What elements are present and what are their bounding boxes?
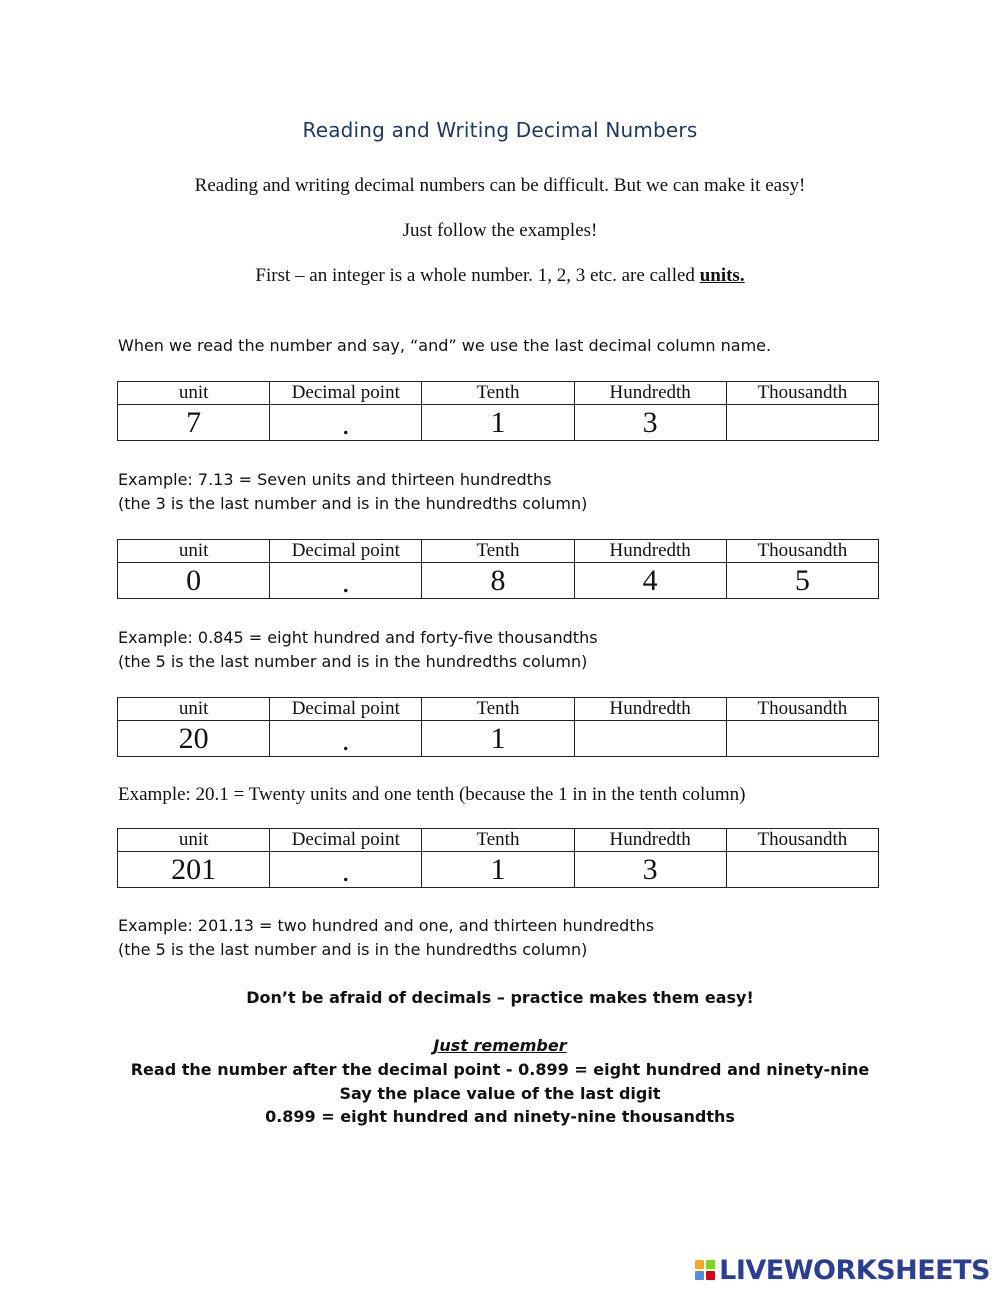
rule-2: Say the place value of the last digit: [339, 1084, 661, 1103]
header-tenth: Tenth: [422, 829, 574, 852]
header-hundredth: Hundredth: [574, 698, 726, 721]
place-value-table-4: [117, 828, 879, 888]
cell-unit: 0: [118, 563, 270, 599]
logo-square: [706, 1260, 715, 1269]
cell-thousandth: [726, 721, 878, 757]
cell-decimal-point: .: [270, 852, 422, 888]
cell-unit: 7: [118, 405, 270, 441]
intro-line-3-text: First – an integer is a whole number. 1, 2, 3 etc. are called: [255, 265, 700, 286]
header-hundredth: Hundredth: [574, 540, 726, 563]
cell-tenth: 8: [422, 563, 574, 599]
example-1-text: Example: 7.13 = Seven units and thirteen hundredths: [118, 470, 552, 489]
header-thousandth: Thousandth: [726, 382, 878, 405]
header-tenth: Tenth: [422, 382, 574, 405]
cell-thousandth: 5: [726, 563, 878, 599]
header-unit: unit: [118, 540, 270, 563]
logo-square: [706, 1271, 715, 1280]
intro-line-3: [0, 265, 1000, 287]
intro-line-1: Reading and writing decimal numbers can be difficult. But we can make it easy!: [194, 175, 806, 196]
cell-tenth: 1: [422, 405, 574, 441]
cell-unit: 201: [118, 852, 270, 888]
header-hundredth: Hundredth: [574, 829, 726, 852]
header-unit: unit: [118, 382, 270, 405]
rule-1: Read the number after the decimal point - 0.899 = eight hundred and ninety-nine: [130, 1060, 870, 1079]
header-decimal-point: Decimal point: [270, 382, 422, 405]
place-value-table-1: [117, 381, 879, 441]
header-decimal-point: Decimal point: [270, 540, 422, 563]
example-4-text: Example: 201.13 = two hundred and one, and thirteen hundredths: [118, 916, 655, 935]
header-decimal-point: Decimal point: [270, 698, 422, 721]
logo-squares-icon: [695, 1260, 715, 1280]
cell-decimal-point: .: [270, 563, 422, 599]
header-thousandth: Thousandth: [726, 540, 878, 563]
liveworksheets-logo: [695, 1253, 990, 1287]
header-unit: unit: [118, 829, 270, 852]
cell-thousandth: [726, 852, 878, 888]
example-2-note: (the 5 is the last number and is in the hundredths column): [118, 652, 588, 671]
place-value-table-2: [117, 539, 879, 599]
example-2-text: Example: 0.845 = eight hundred and forty-five thousandths: [118, 628, 598, 647]
cell-tenth: 1: [422, 721, 574, 757]
units-term: units.: [699, 265, 745, 286]
place-value-table-3: [117, 697, 879, 757]
cell-hundredth: 4: [574, 563, 726, 599]
logo-square: [695, 1260, 704, 1269]
cell-decimal-point: .: [270, 721, 422, 757]
cell-hundredth: 3: [574, 405, 726, 441]
remember-heading-text: Just remember: [433, 1036, 567, 1055]
logo-square: [695, 1271, 704, 1280]
header-decimal-point: Decimal point: [270, 829, 422, 852]
instruction-text: When we read the number and say, “and” we use the last decimal column name.: [118, 336, 772, 355]
cell-hundredth: 3: [574, 852, 726, 888]
logo-text: LIVEWORKSHEETS: [719, 1254, 990, 1286]
intro-line-2: Just follow the examples!: [402, 220, 598, 241]
header-unit: unit: [118, 698, 270, 721]
cell-hundredth: [574, 721, 726, 757]
motto-text: Don’t be afraid of decimals – practice makes them easy!: [246, 988, 754, 1007]
example-4-note: (the 5 is the last number and is in the hundredths column): [118, 940, 588, 959]
example-3-text: Example: 20.1 = Twenty units and one tenth (because the 1 in in the tenth column): [118, 784, 746, 805]
example-1-note: (the 3 is the last number and is in the hundredths column): [118, 494, 588, 513]
cell-decimal-point: .: [270, 405, 422, 441]
remember-heading: [0, 1034, 1000, 1058]
header-tenth: Tenth: [422, 698, 574, 721]
page-title: Reading and Writing Decimal Numbers: [302, 118, 698, 142]
cell-tenth: 1: [422, 852, 574, 888]
header-tenth: Tenth: [422, 540, 574, 563]
rule-3: 0.899 = eight hundred and ninety-nine thousandths: [265, 1107, 735, 1126]
header-thousandth: Thousandth: [726, 698, 878, 721]
header-hundredth: Hundredth: [574, 382, 726, 405]
header-thousandth: Thousandth: [726, 829, 878, 852]
cell-thousandth: [726, 405, 878, 441]
cell-unit: 20: [118, 721, 270, 757]
